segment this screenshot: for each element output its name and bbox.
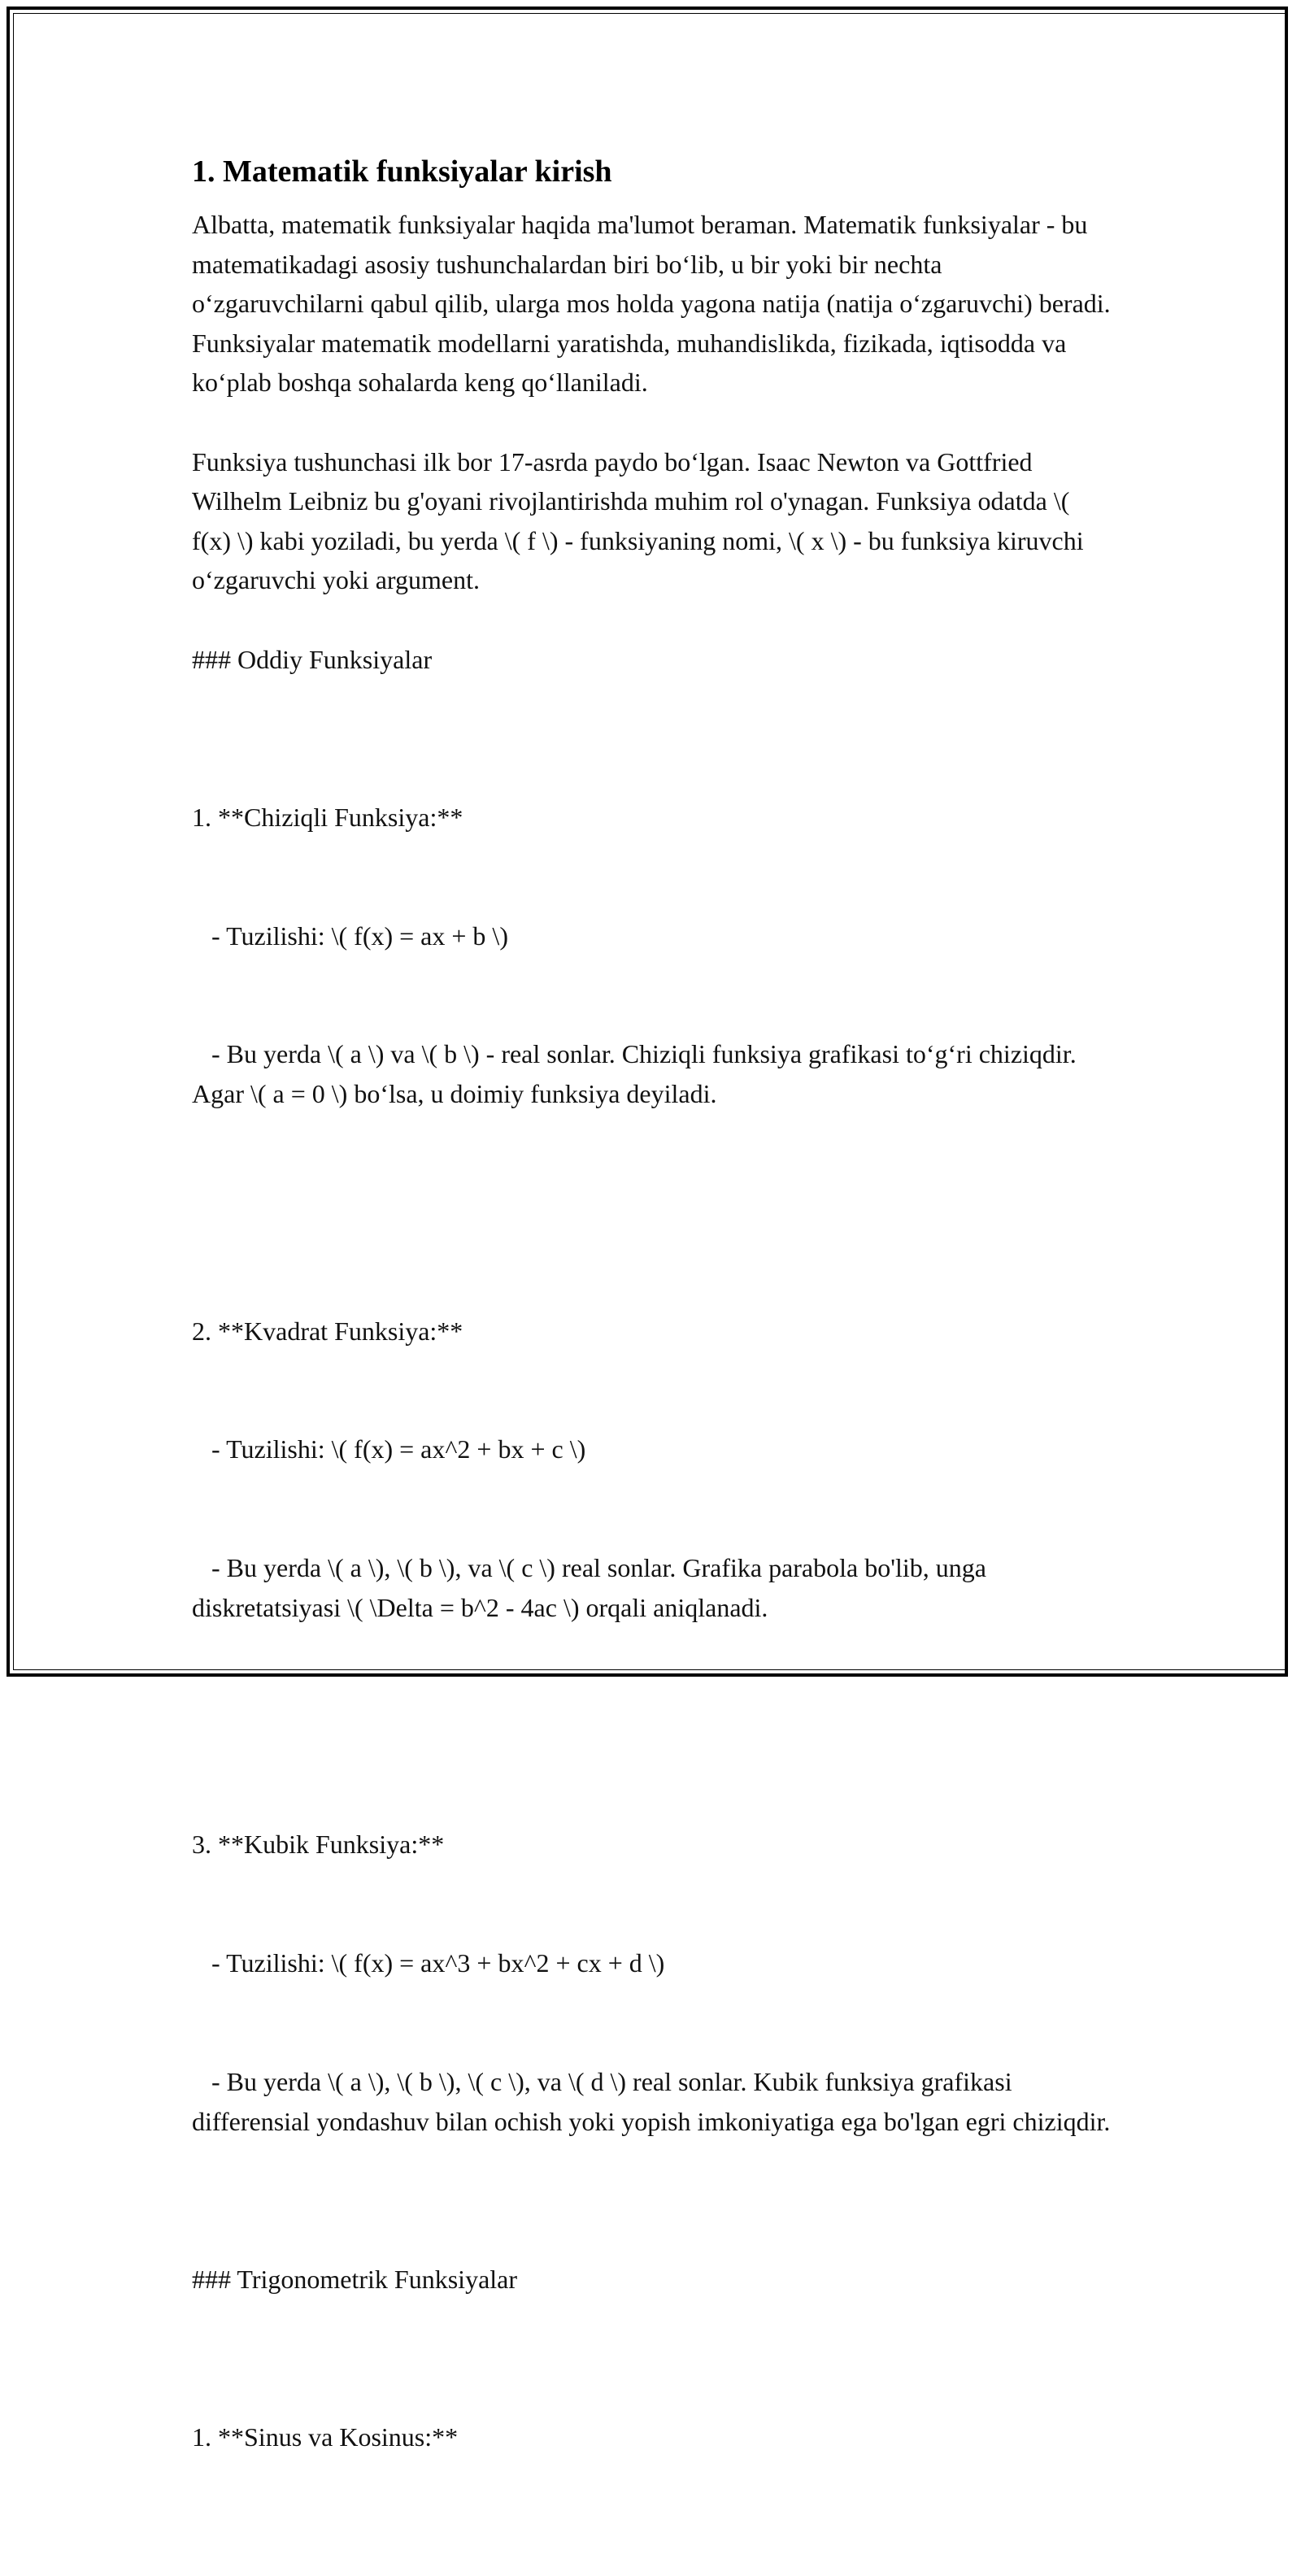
list-item-kvadrat bbox=[192, 1232, 1111, 1706]
list-item-heading: 3. **Kubik Funksiya:** bbox=[192, 1830, 445, 1860]
history-paragraph: Funksiya tushunchasi ilk bor 17-asrda paydo bo‘lgan. Isaac Newton va Gottfried Wilhelm Leibniz bu g'oyani rivojlantirishda muhim rol o'ynagan. Funksiya odatda \( f(x) \) kabi yoziladi, bu yerda \( f \) - funksiyaning nomi, \( x \) - bu funksiya kiruvchi o‘zgaruvchi yoki argument. bbox=[192, 446, 1090, 595]
list-item-heading: 2. **Kvadrat Funksiya:** bbox=[192, 1316, 463, 1346]
list-item-description: - Bu yerda \( a \) va \( b \) - real sonlar. Chiziqli funksiya grafikasi to‘g‘ri chiziqdir. Agar \( a = 0 \) bo‘lsa, u doimiy funksiya deyiladi. bbox=[192, 1039, 1081, 1109]
list-item-kubik bbox=[192, 1746, 1111, 2220]
list-item-sinus-kosinus bbox=[192, 2339, 1111, 2536]
list-item-heading: 1. **Chiziqli Funksiya:** bbox=[192, 802, 463, 832]
intro-paragraph: Albatta, matematik funksiyalar haqida ma'lumot beraman. Matematik funksiyalar - bu matematikadagi asosiy tushunchalardan biri bo‘lib, u bir yoki bir nechta o‘zgaruvchilarni qabul qilib, ularga mos holda yagona natija (natija o‘zgaruvchi) beradi. Funksiyalar matematik modellarni yaratishda, muhandislikda, fizikada, iqtisodda va ko‘plab boshqa sohalarda keng qo‘llaniladi. bbox=[192, 210, 1117, 398]
list-item-chiziqli bbox=[192, 719, 1111, 1193]
list-item-structure: - Tuzilishi: \( f(x) = ax^2 + bx + c \) bbox=[192, 1434, 586, 1464]
list-item-structure: - Tuzilishi: \( f(x) = ax + b \) bbox=[192, 920, 508, 951]
page-title: 1. Matematik funksiyalar kirish bbox=[192, 154, 612, 189]
section-heading-trigonometrik: ### Trigonometrik Funksiyalar bbox=[192, 2264, 518, 2294]
list-item-structure: - Tuzilishi: \( f(x) = ax^3 + bx^2 + cx + d \) bbox=[192, 1948, 665, 1978]
section-heading-oddiy: ### Oddiy Funksiyalar bbox=[192, 644, 433, 674]
list-item-description: - Bu yerda \( a \), \( b \), \( c \), va \( d \) real sonlar. Kubik funksiya grafikasi differensial yondashuv bilan ochish yoki yopish imkoniyatiga ega bo'lgan egri chiziqdir. bbox=[192, 2066, 1111, 2136]
list-item-heading: 1. **Sinus va Kosinus:** bbox=[192, 2422, 459, 2452]
list-item-description: - Bu yerda \( a \), \( b \), va \( c \) real sonlar. Grafika parabola bo'lib, unga diskretatsiyasi \( \Delta = b^2 - 4ac \) orqali aniqlanadi. bbox=[192, 1553, 993, 1622]
document-body bbox=[192, 151, 1117, 2576]
